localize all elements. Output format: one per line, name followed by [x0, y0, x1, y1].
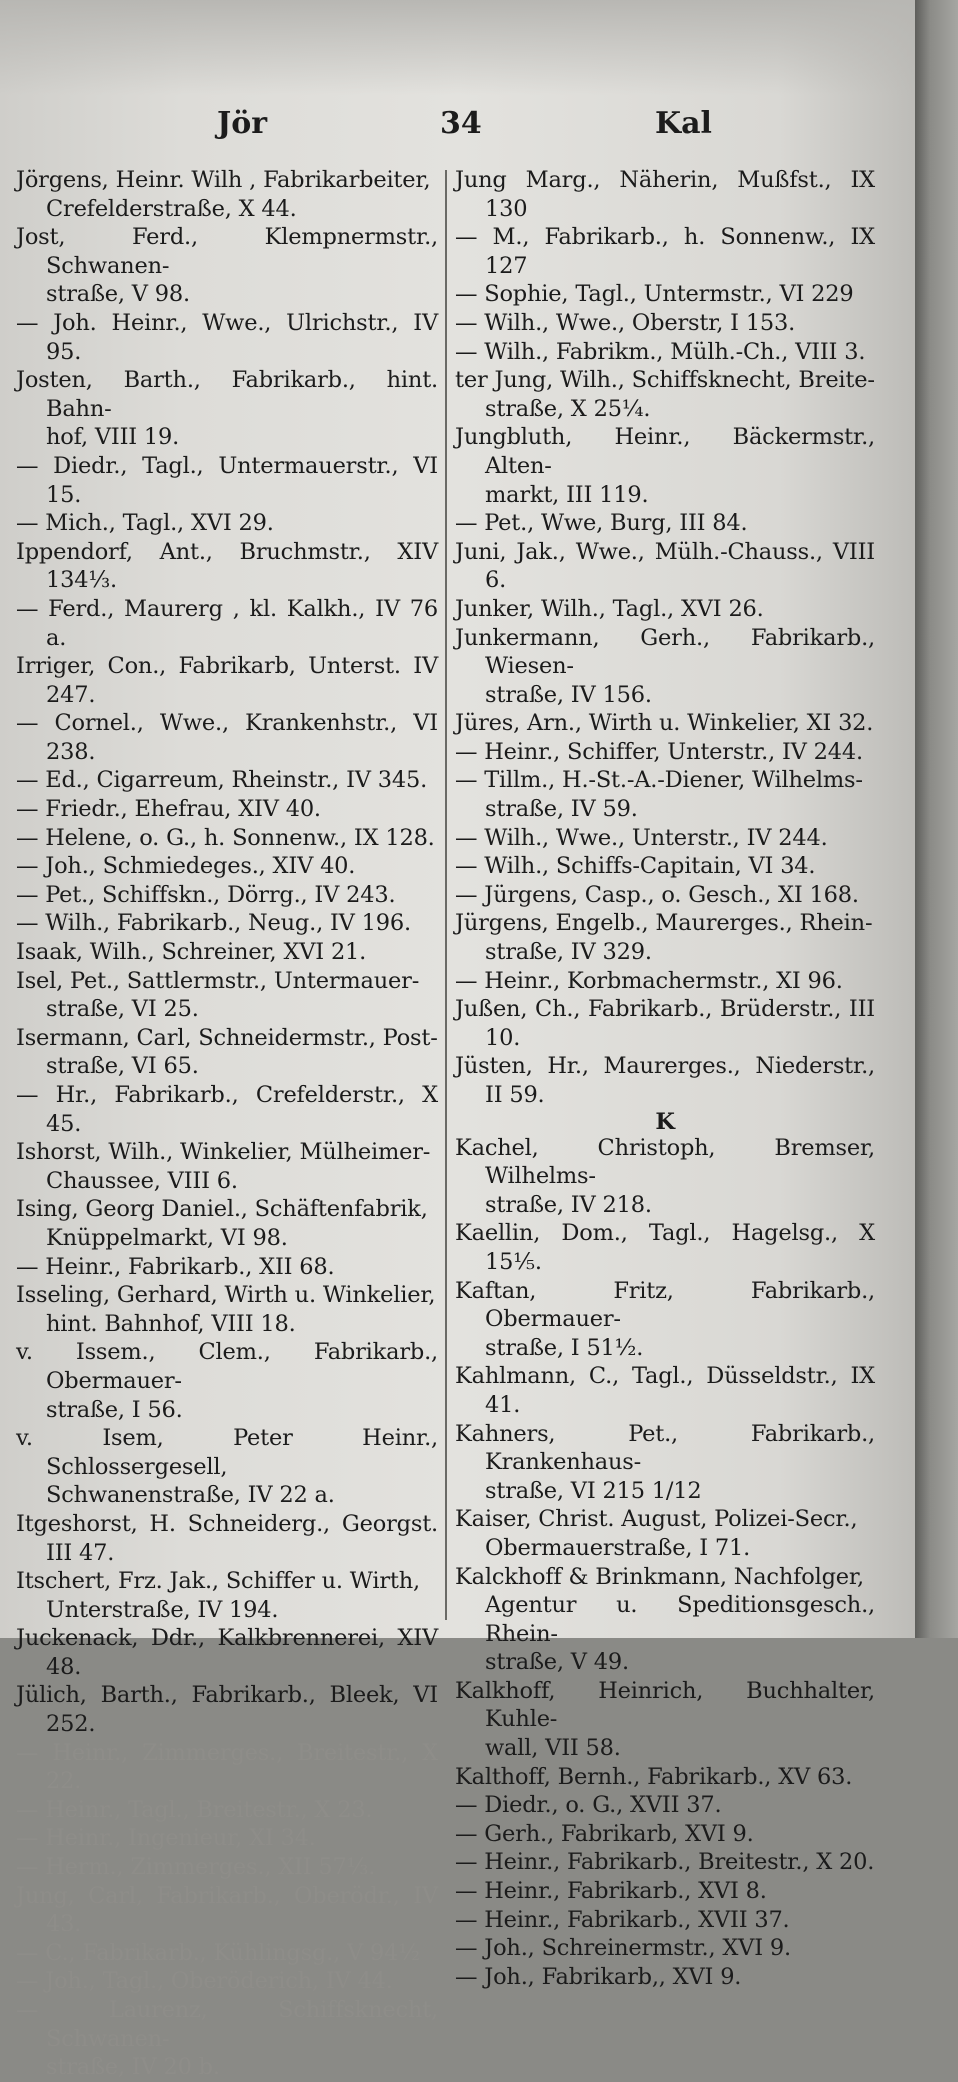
directory-entry: — Heinr., Tagl., Breitestr., X 23.: [16, 1796, 373, 1823]
directory-entry: Isermann, Carl, Schneidermstr., Post- straße, VI 65.: [16, 1024, 438, 1080]
directory-entry: — Hr., Fabrikarb., Crefelderstr., X 45.: [16, 1082, 438, 1137]
directory-entry: Jörgens, Heinr. Wilh , Fabrikarbeiter, Crefelderstraße, X 44.: [16, 167, 431, 222]
directory-entry: — Joh., Schmiedeges., XIV 40.: [16, 853, 356, 880]
directory-entry: v. Isem, Peter Heinr., Schlossergesell, Schwanenstraße, IV 22 a.: [16, 1425, 438, 1509]
directory-entry: Kaftan, Fritz, Fabrikarb., Obermauer- straße, I 51½.: [455, 1277, 875, 1361]
directory-entry: — Herm., Zimmerges., XII 57⅓.: [16, 1854, 376, 1881]
directory-entry: — Tillm., H.-St.-A.-Diener, Wilhelms- straße, IV 59.: [455, 767, 863, 823]
directory-entry: Kachel, Christoph, Bremser, Wilhelms- straße, IV 218.: [455, 1134, 875, 1218]
directory-entry: Irriger, Con., Fabrikarb, Unterst. IV 247.: [16, 653, 438, 708]
directory-entry: — C., Fabrikarb., Kühlingsg., V 94½: [16, 1939, 420, 1966]
directory-entry: — Mich., Tagl., XVI 29.: [16, 510, 274, 537]
directory-entry: — Joh., Tagl., Oberöderich, IV 44.: [16, 1968, 393, 1995]
directory-entry: — Ferd., Maurerg , kl. Kalkh., IV 76 a.: [16, 595, 438, 651]
directory-entry: Isel, Pet., Sattlermstr., Untermauer- straße, VI 25.: [16, 967, 420, 1023]
directory-entry: — Diedr., Tagl., Untermauerstr., VI 15.: [16, 452, 438, 508]
directory-entry: — Heinr., Fabrikarb., XVII 37.: [455, 1906, 790, 1933]
directory-entry: — Laurenz, Schiffsknecht, Schwanen- straße, IV 20 b.: [16, 1997, 438, 2081]
directory-entry: — Joh., Schreinermstr., XVI 9.: [455, 1935, 791, 1962]
directory-entry: Kaellin, Dom., Tagl., Hagelsg., X 15⅕.: [455, 1220, 875, 1275]
directory-entry: Kaiser, Christ. August, Polizei-Secr., Obermauerstraße, I 71.: [455, 1506, 858, 1561]
directory-entry: Isseling, Gerhard, Wirth u. Winkelier, hint. Bahnhof, VIII 18.: [16, 1282, 436, 1337]
directory-entry: Kalckhoff & Brinkmann, Nachfolger, Agentur u. Speditionsgesch., Rhein- straße, V 49.: [455, 1563, 875, 1676]
directory-entry: Isaak, Wilh., Schreiner, XVI 21.: [16, 939, 367, 966]
directory-entry: Juni, Jak., Wwe., Mülh.-Chauss., VIII 6.: [455, 538, 875, 594]
directory-entry: — Friedr., Ehefrau, XIV 40.: [16, 796, 321, 823]
directory-entry: — Diedr., o. G., XVII 37.: [455, 1792, 722, 1819]
directory-entry: — Gerh., Fabrikarb, XVI 9.: [455, 1820, 754, 1847]
header-right-keyword: Kal: [655, 106, 712, 141]
directory-entry: — Heinr., Korbmachermstr., XI 96.: [455, 967, 843, 994]
directory-entry: — Jürgens, Casp., o. Gesch., XI 168.: [455, 881, 859, 908]
directory-entry: Itgeshorst, H. Schneiderg., Georgst. III 47.: [16, 1510, 438, 1566]
directory-entry: Junkermann, Gerh., Fabrikarb., Wiesen- straße, IV 156.: [455, 624, 875, 708]
directory-entry: ter Jung, Wilh., Schiffsknecht, Breite- straße, X 25¼.: [455, 367, 875, 422]
directory-entry: Kalthoff, Bernh., Fabrikarb., XV 63.: [455, 1763, 853, 1790]
directory-entry: — Wilh., Fabrikm., Mülh.-Ch., VIII 3.: [455, 338, 866, 365]
directory-entry: Jülich, Barth., Fabrikarb., Bleek, VI 252.: [16, 1682, 438, 1738]
directory-entry: Ising, Georg Daniel., Schäftenfabrik, Knüppelmarkt, VI 98.: [16, 1196, 428, 1251]
directory-entry: — Joh., Fabrikarb,, XVI 9.: [455, 1963, 742, 1990]
directory-entry: Junker, Wilh., Tagl., XVI 26.: [455, 595, 764, 622]
directory-entry: — Sophie, Tagl., Untermstr., VI 229: [455, 281, 854, 308]
directory-entry: Kahlmann, C., Tagl., Düsseldstr., IX 41.: [455, 1363, 875, 1418]
directory-entry: Ishorst, Wilh., Winkelier, Mülheimer- Chaussee, VIII 6.: [16, 1139, 431, 1194]
directory-entry: — Heinr., Fabrikarb., Breitestr., X 20.: [455, 1849, 875, 1876]
directory-entry: Kalkhoff, Heinrich, Buchhalter, Kuhle- wall, VII 58.: [455, 1677, 875, 1762]
directory-entry: Jung, Carl, Fabrikarb., Oberödr., IV 43.: [16, 1882, 438, 1938]
directory-entry: Ippendorf, Ant., Bruchmstr., XIV 134⅓.: [16, 538, 438, 594]
directory-entry: Jußen, Ch., Fabrikarb., Brüderstr., III 10.: [455, 996, 875, 1051]
directory-entry: Jost, Ferd., Klempnermstr., Schwanen- straße, V 98.: [16, 224, 438, 308]
section-letter: K: [655, 1108, 675, 1135]
directory-entry: Jürgens, Engelb., Maurerges., Rhein- straße, IV 329.: [455, 910, 873, 966]
directory-entry: — Cornel., Wwe., Krankenhstr., VI 238.: [16, 710, 438, 765]
directory-entry: — Ed., Cigarreum, Rheinstr., IV 345.: [16, 767, 428, 794]
directory-entry: v. Issem., Clem., Fabrikarb., Obermauer- straße, I 56.: [16, 1339, 438, 1423]
left-column: [16, 166, 438, 2082]
directory-entry: — Heinr., Ingenieur, XI 34.: [16, 1825, 316, 1852]
directory-entry: — M., Fabrikarb., h. Sonnenw., IX 127: [455, 224, 875, 279]
directory-entry: — Wilh., Schiffs-Capitain, VI 34.: [455, 853, 816, 880]
directory-entry: Jüsten, Hr., Maurerges., Niederstr., II 59.: [455, 1053, 875, 1108]
directory-entry: Josten, Barth., Fabrikarb., hint. Bahn- hof, VIII 19.: [16, 367, 438, 451]
right-column: [455, 166, 875, 1991]
directory-entry: — Joh. Heinr., Wwe., Ulrichstr., IV 95.: [16, 309, 438, 365]
directory-entry: Jung Marg., Näherin, Mußfst., IX 130: [455, 167, 875, 222]
header-left-keyword: Jör: [217, 106, 268, 141]
directory-entry: Juckenack, Ddr., Kalkbrennerei, XIV 48.: [16, 1625, 438, 1680]
directory-entry: Jüres, Arn., Wirth u. Winkelier, XI 32.: [455, 710, 874, 737]
directory-entry: — Wilh., Wwe., Unterstr., IV 244.: [455, 824, 828, 851]
directory-entry: — Heinr., Fabrikarb., XVI 8.: [455, 1878, 767, 1905]
directory-entry: — Heinr., Schiffer, Unterstr., IV 244.: [455, 738, 863, 765]
directory-entry: — Wilh., Fabrikarb., Neug., IV 196.: [16, 910, 411, 937]
directory-entry: — Heinr., Zimmerges., Breitestr., X 22.: [16, 1739, 438, 1795]
directory-entry: Jungbluth, Heinr., Bäckermstr., Alten- markt, III 119.: [455, 424, 875, 508]
column-divider: [445, 170, 447, 1620]
directory-entry: Kahners, Pet., Fabrikarb., Krankenhaus- straße, VI 215 1/12: [455, 1420, 875, 1504]
directory-entry: — Heinr., Fabrikarb., XII 68.: [16, 1253, 335, 1280]
book-spine: [915, 0, 958, 1638]
directory-entry: Itschert, Frz. Jak., Schiffer u. Wirth, Unterstraße, IV 194.: [16, 1568, 420, 1623]
directory-entry: — Pet., Wwe, Burg, III 84.: [455, 510, 748, 537]
directory-entry: — Wilh., Wwe., Oberstr, I 153.: [455, 309, 796, 336]
directory-entry: — Pet., Schiffskn., Dörrg., IV 243.: [16, 881, 396, 908]
page-header: [0, 106, 915, 146]
directory-entry: — Helene, o. G., h. Sonnenw., IX 128.: [16, 824, 435, 851]
page-number: 34: [440, 106, 482, 141]
